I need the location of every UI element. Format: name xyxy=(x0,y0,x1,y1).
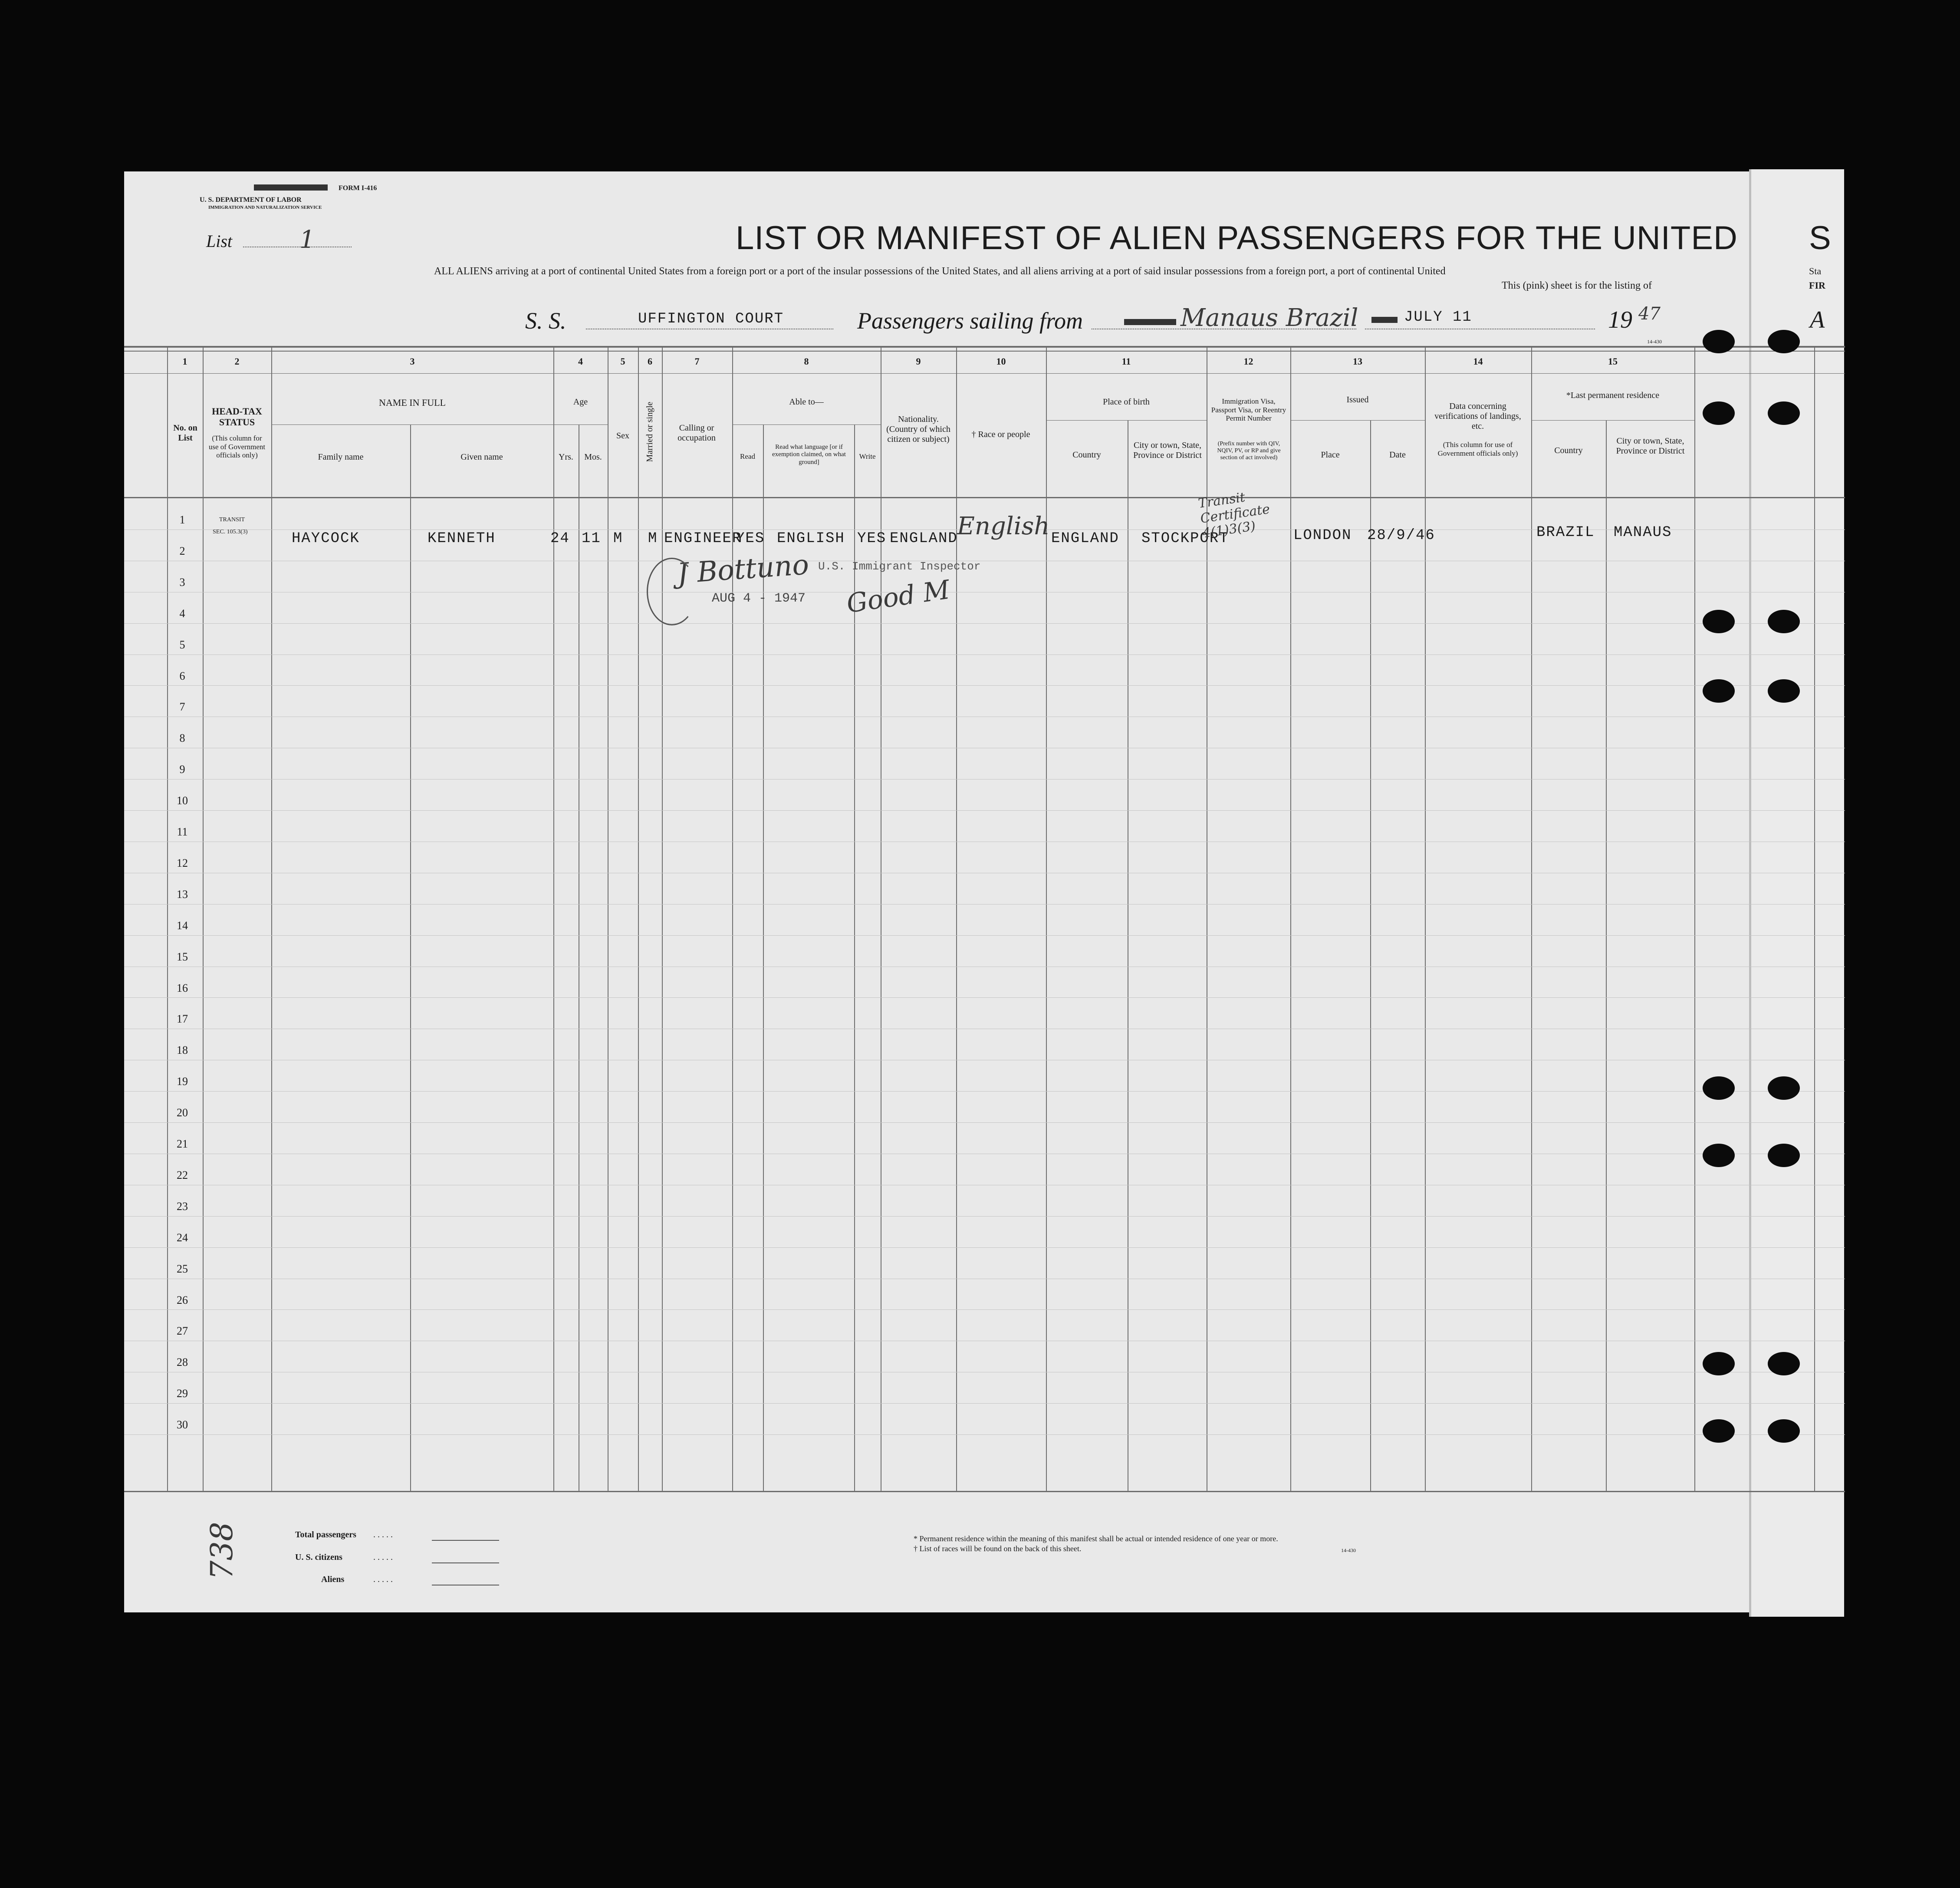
footnote-races: † List of races will be found on the back of this sheet. xyxy=(914,1544,1082,1553)
citizens-line xyxy=(432,1562,499,1563)
header-family-name: Family name xyxy=(318,452,364,462)
header-data-note: (This column for use of Government officials only) xyxy=(1437,441,1518,457)
col-number: 8 xyxy=(804,356,809,367)
department-label: U. S. DEPARTMENT OF LABOR xyxy=(200,196,302,204)
total-line xyxy=(432,1540,499,1541)
row-number: 24 xyxy=(177,1231,188,1244)
header-birth-city: City or town, State, Province or District xyxy=(1133,441,1202,460)
total-passengers-label: Total passengers xyxy=(295,1530,356,1539)
row-rule xyxy=(124,935,1845,936)
binder-hole xyxy=(1768,330,1800,353)
nationality: ENGLAND xyxy=(890,530,958,547)
next-sheet-fragment: FIR xyxy=(1809,280,1825,291)
dots: . . . . . xyxy=(373,1530,393,1539)
header-yrs: Yrs. xyxy=(559,452,573,462)
table-top-rule xyxy=(124,346,1845,348)
header-place-of-birth: Place of birth xyxy=(1103,397,1150,407)
binder-hole xyxy=(1703,1419,1735,1443)
stamp-circle xyxy=(647,558,697,625)
binder-hole xyxy=(1703,401,1735,425)
header-write: Write xyxy=(859,452,876,460)
manifest-sheet xyxy=(124,171,1843,1612)
table-bottom-rule xyxy=(124,1491,1845,1492)
binder-hole xyxy=(1703,1076,1735,1100)
issue-date: 28/9/46 xyxy=(1367,527,1435,544)
col-number: 6 xyxy=(648,356,652,367)
row-number: 18 xyxy=(177,1044,188,1057)
colnum-rule xyxy=(124,373,1845,374)
dots: . . . . . xyxy=(373,1553,393,1562)
residence-city: MANAUS xyxy=(1614,524,1672,541)
subtitle-line2: This (pink) sheet is for the listing of xyxy=(1502,280,1652,291)
list-label: List xyxy=(206,231,233,251)
row-number: 21 xyxy=(177,1138,188,1150)
binder-hole xyxy=(1703,330,1735,353)
race: English xyxy=(957,512,1050,540)
can-read: YES xyxy=(736,530,765,547)
age-years: 24 xyxy=(550,530,570,547)
birth-country: ENGLAND xyxy=(1051,530,1119,547)
row-number: 19 xyxy=(177,1075,188,1088)
row-rule xyxy=(124,997,1845,998)
col-divider xyxy=(553,347,554,1491)
footnote-residence: * Permanent residence within the meaning of this manifest shall be actual or intended residence of one year or more. xyxy=(914,1534,1278,1543)
list-number: 1 xyxy=(299,226,315,254)
col-divider xyxy=(1814,347,1815,1491)
row-rule xyxy=(124,904,1845,905)
row-rule xyxy=(124,1309,1845,1310)
row-number: 22 xyxy=(177,1168,188,1181)
col-number: 9 xyxy=(916,356,921,367)
row-rule xyxy=(124,779,1845,780)
header-issue-date: Date xyxy=(1389,450,1406,460)
col-number: 15 xyxy=(1608,356,1618,367)
header-issued: Issued xyxy=(1346,395,1369,405)
header-visa-note: (Prefix number with QIV, NQIV, PV, or RP and give section of act involved) xyxy=(1217,441,1281,461)
row-rule xyxy=(124,1216,1845,1217)
department-redacted xyxy=(254,184,328,193)
struck-date xyxy=(1371,317,1398,323)
row-number: 7 xyxy=(179,701,185,714)
can-write: YES xyxy=(857,530,887,547)
col-divider xyxy=(732,347,733,1491)
header-data-concerning: Data concerning verifications of landings, etc. xyxy=(1434,401,1521,431)
row-number: 6 xyxy=(179,669,185,682)
binder-hole xyxy=(1768,1419,1800,1443)
header-read-language: Read what language [or if exemption claimed, on what ground] xyxy=(772,444,846,466)
row-number: 23 xyxy=(177,1200,188,1213)
row-number: 2 xyxy=(179,544,185,557)
col-divider xyxy=(410,424,411,1491)
dots: . . . . . xyxy=(373,1575,393,1584)
col-number: 1 xyxy=(182,356,187,367)
adjacent-page-strip xyxy=(1749,169,1844,1617)
next-sheet-fragment: Sta xyxy=(1809,266,1822,276)
birth-city: STOCKPORT xyxy=(1141,530,1229,547)
col-divider xyxy=(763,424,764,1491)
sex: M xyxy=(613,530,623,547)
header-bottom-rule xyxy=(124,497,1845,498)
residence-country: BRAZIL xyxy=(1536,524,1595,541)
us-citizens-label: U. S. citizens xyxy=(295,1553,342,1562)
row-rule xyxy=(124,810,1845,811)
birth-sub-rule xyxy=(1046,420,1207,421)
binder-hole xyxy=(1768,1076,1800,1100)
header-res-country: Country xyxy=(1554,446,1583,455)
row-number: 8 xyxy=(179,732,185,745)
binder-hole xyxy=(1768,610,1800,633)
row-number: 29 xyxy=(177,1387,188,1400)
visa-number: Transit Certificate 4(1)3(3) xyxy=(1197,490,1271,541)
col-divider xyxy=(638,347,639,1491)
col-number: 13 xyxy=(1353,356,1362,367)
form-number: FORM I-416 xyxy=(339,184,377,192)
row-number: 13 xyxy=(177,888,188,901)
col-number: 2 xyxy=(234,356,240,367)
row-number: 27 xyxy=(177,1325,188,1338)
stamp-date: AUG 4 - 1947 xyxy=(712,591,806,606)
family-name: HAYCOCK xyxy=(292,530,360,547)
head-tax-section: SEC. 105.3(3) xyxy=(213,529,248,535)
year-prefix: 19 xyxy=(1608,306,1632,333)
col-divider xyxy=(1606,420,1607,1491)
inspector-signature: J Bottuno xyxy=(676,549,810,590)
subtitle-line1: ALL ALIENS arriving at a port of continental United States from a foreign port or a port of the insular possessions of the United States, and all aliens arriving at a port of said insular possessions from a foreign port, a port of continental United xyxy=(434,266,1446,277)
row-number: 15 xyxy=(177,950,188,963)
header-res-city: City or town, State, Province or District xyxy=(1616,436,1685,456)
binder-hole xyxy=(1703,610,1735,633)
age-sub-rule xyxy=(553,424,608,425)
col-divider xyxy=(1290,347,1291,1491)
aliens-label: Aliens xyxy=(321,1575,345,1584)
able-sub-rule xyxy=(732,424,881,425)
next-sheet-title-fragment: S xyxy=(1809,220,1832,257)
row-number: 10 xyxy=(177,794,188,807)
name-sub-rule xyxy=(271,424,553,425)
header-sex: Sex xyxy=(616,431,629,441)
binder-hole xyxy=(1768,1352,1800,1375)
footer-code: 14-430 xyxy=(1341,1547,1356,1553)
ship-name: UFFINGTON COURT xyxy=(638,311,784,327)
row-number: 28 xyxy=(177,1356,188,1369)
row-number: 11 xyxy=(177,826,188,838)
binder-hole xyxy=(1703,1144,1735,1167)
row-number: 9 xyxy=(179,763,185,776)
col-divider xyxy=(854,424,855,1491)
binder-hole xyxy=(1768,679,1800,703)
table-top-rule-2 xyxy=(124,351,1845,352)
head-tax-transit: TRANSIT xyxy=(219,516,245,523)
row-number: 4 xyxy=(179,607,185,620)
sailing-label: Passengers sailing from xyxy=(857,308,1083,334)
row-number: 5 xyxy=(179,638,185,651)
res-sub-rule xyxy=(1531,420,1694,421)
binder-hole xyxy=(1703,679,1735,703)
header-visa: Immigration Visa, Passport Visa, or Reentry Permit Number xyxy=(1211,397,1286,423)
print-code: 14-430 xyxy=(1647,339,1662,345)
col-number: 11 xyxy=(1121,356,1131,367)
row-rule xyxy=(124,685,1845,686)
issue-place: LONDON xyxy=(1293,527,1352,544)
header-race: † Race or people xyxy=(971,430,1030,439)
binder-hole xyxy=(1703,1352,1735,1375)
binder-hole xyxy=(1768,1144,1800,1167)
row-number: 20 xyxy=(177,1106,188,1119)
header-no-on-list: No. on List xyxy=(173,423,197,443)
margin-note: 738 xyxy=(204,1522,240,1580)
col-divider xyxy=(1425,347,1426,1491)
header-read: Read xyxy=(740,452,755,460)
binder-hole xyxy=(1768,401,1800,425)
row-number: 30 xyxy=(177,1418,188,1431)
year-suffix: 47 xyxy=(1638,304,1661,324)
col-number: 10 xyxy=(996,356,1006,367)
row-number: 26 xyxy=(177,1293,188,1306)
header-issue-place: Place xyxy=(1321,450,1340,460)
col-divider xyxy=(1531,347,1532,1491)
row-rule xyxy=(124,1122,1845,1123)
row-rule xyxy=(124,1091,1845,1092)
sailing-from: Manaus Brazil xyxy=(1181,304,1358,332)
struck-text xyxy=(1124,319,1176,325)
row-number: 12 xyxy=(177,856,188,869)
col-divider xyxy=(271,347,272,1491)
service-label: IMMIGRATION AND NATURALIZATION SERVICE xyxy=(208,205,322,210)
header-birth-country: Country xyxy=(1072,450,1101,460)
row-number: 1 xyxy=(179,513,185,526)
row-number: 3 xyxy=(179,576,185,589)
col-number: 7 xyxy=(694,356,700,367)
row-rule xyxy=(124,1403,1845,1404)
manifest-title: LIST OR MANIFEST OF ALIEN PASSENGERS FOR THE UNITED xyxy=(736,220,1738,257)
ss-label: S. S. xyxy=(525,308,566,334)
header-married: Married or single xyxy=(645,401,654,462)
col-number: 3 xyxy=(410,356,415,367)
header-age: Age xyxy=(573,397,588,407)
header-head-tax-note: (This column for use of Government officials only) xyxy=(208,434,266,460)
header-given-name: Given name xyxy=(460,452,503,462)
inspector-title: U.S. Immigrant Inspector xyxy=(818,560,981,573)
row-number: 14 xyxy=(177,919,188,932)
sailing-date: JULY 11 xyxy=(1404,309,1472,326)
header-name-in-full: NAME IN FULL xyxy=(379,397,446,408)
row-rule xyxy=(124,623,1845,624)
row-rule xyxy=(124,1434,1845,1435)
header-last-residence: *Last permanent residence xyxy=(1566,391,1660,400)
col-divider xyxy=(167,347,168,1491)
row-number: 16 xyxy=(177,981,188,994)
age-months: 11 xyxy=(582,530,601,547)
given-name: KENNETH xyxy=(428,530,496,547)
header-head-tax: HEAD-TAX STATUS xyxy=(212,406,262,428)
col-divider xyxy=(1370,420,1371,1491)
col-number: 12 xyxy=(1243,356,1253,367)
header-nationality: Nationality. (Country of which citizen or subject) xyxy=(886,414,950,444)
header-able-to: Able to— xyxy=(789,397,824,407)
col-divider xyxy=(662,347,663,1491)
next-sheet-fragment: A xyxy=(1810,306,1825,333)
col-divider xyxy=(203,347,204,1491)
col-number: 5 xyxy=(620,356,625,367)
language: ENGLISH xyxy=(777,530,845,547)
header-mos: Mos. xyxy=(584,452,602,462)
occupation: ENGINEER xyxy=(664,530,742,547)
issued-sub-rule xyxy=(1290,420,1425,421)
marital-status: M xyxy=(648,530,658,547)
header-calling: Calling or occupation xyxy=(677,423,716,443)
row-number: 25 xyxy=(177,1262,188,1275)
row-rule xyxy=(124,1247,1845,1248)
approval-mark: Good M xyxy=(845,574,952,619)
col-number: 14 xyxy=(1473,356,1483,367)
col-number: 4 xyxy=(578,356,583,367)
row-number: 17 xyxy=(177,1013,188,1026)
col-divider xyxy=(1694,347,1695,1491)
